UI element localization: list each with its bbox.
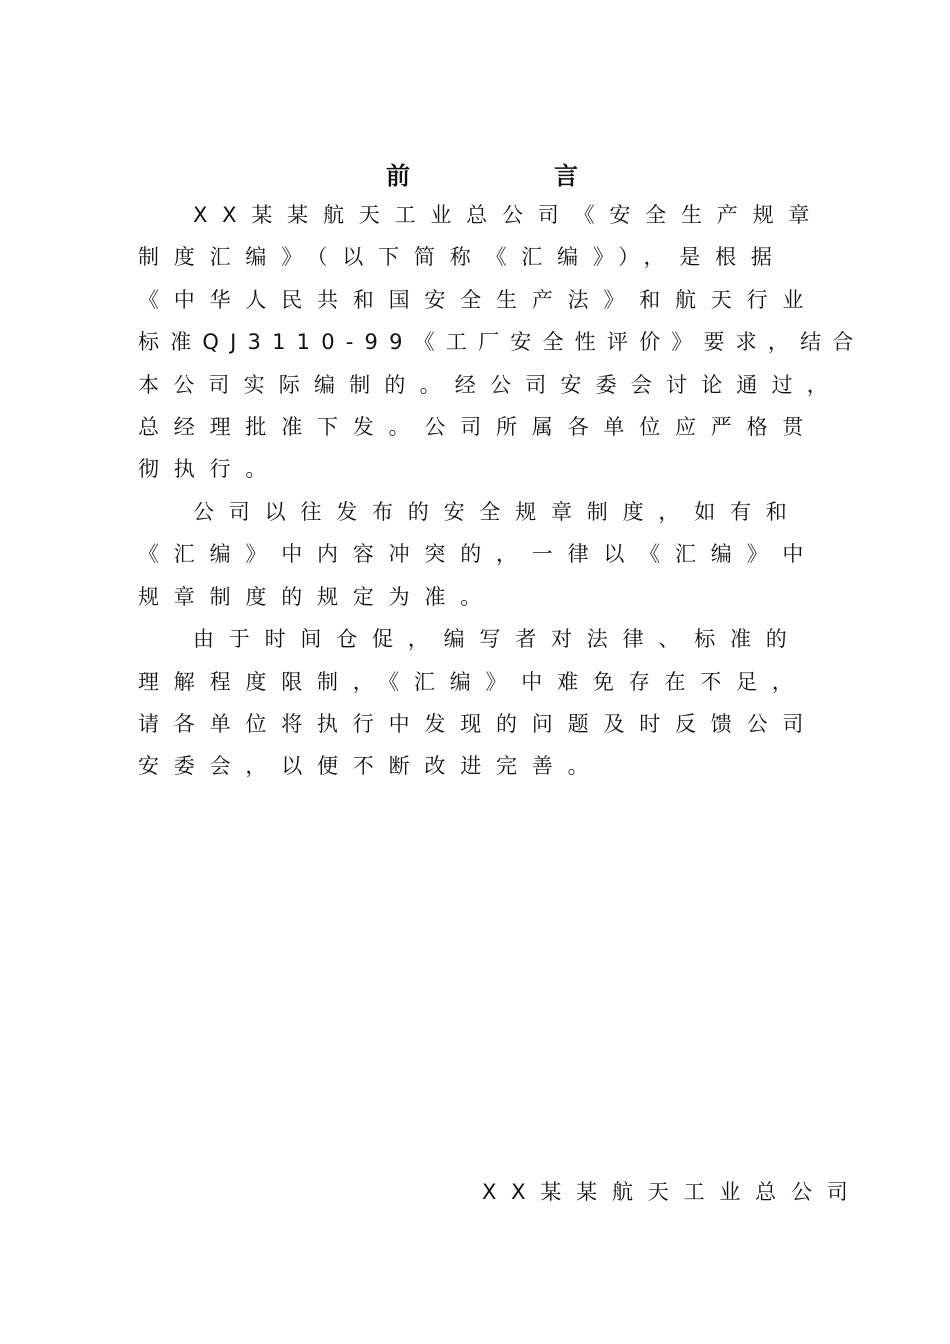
title-char-1: 前 xyxy=(386,162,410,190)
paragraph-1-line-5: 本公司实际编制的。经公司安委会讨论通过， xyxy=(138,373,842,397)
paragraph-2-line-1: 公司以往发布的安全规章制度，如有和 xyxy=(193,500,802,524)
paragraph-1-line-7: 彻执行。 xyxy=(138,457,282,481)
paragraph-1-line-6: 总经理批准下发。公司所属各单位应严格贯 xyxy=(138,415,819,439)
title-char-2: 言 xyxy=(554,162,578,190)
paragraph-2-line-3: 规章制度的规定为准。 xyxy=(138,585,496,609)
paragraph-3-line-1: 由于时间仓促，编写者对法律、标准的 xyxy=(193,627,802,651)
paragraph-3-line-3: 请各单位将执行中发现的问题及时反馈公司 xyxy=(138,712,819,736)
paragraph-1-line-1: XX某某航天工业总公司《安全生产规章 xyxy=(193,203,825,227)
paragraph-3-line-4: 安委会，以便不断改进完善。 xyxy=(138,754,604,778)
paragraph-3-line-2: 理解程度限制，《汇编》中难免存在不足， xyxy=(138,670,808,694)
page-title xyxy=(386,156,586,190)
paragraph-2-line-2: 《汇编》中内容冲突的，一律以《汇编》中 xyxy=(138,542,819,566)
paragraph-1-line-3: 《中华人民共和国安全生产法》和航天行业 xyxy=(138,288,819,312)
signature-company: XX某某航天工业总公司 xyxy=(482,1180,863,1204)
paragraph-1-line-2: 制度汇编》（以下简称《汇编》），是根据 xyxy=(138,245,787,269)
paragraph-1-line-4: 标准QJ3110-99《工厂安全性评价》要求，结合 xyxy=(138,330,865,354)
